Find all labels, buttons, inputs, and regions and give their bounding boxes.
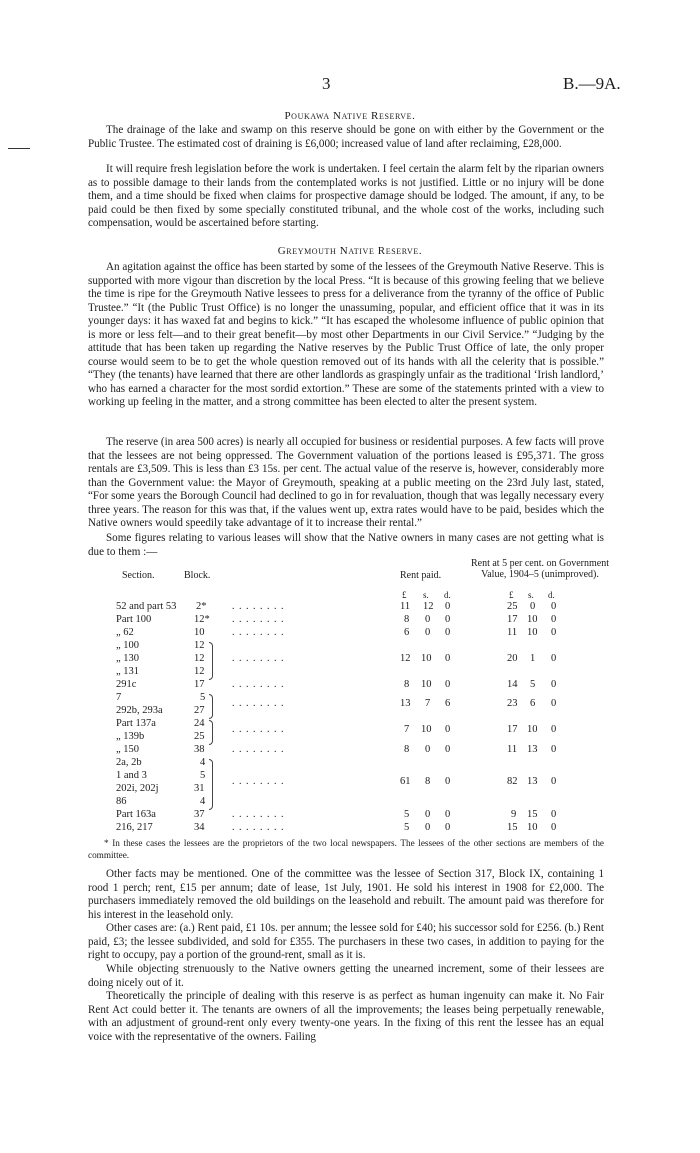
closing-paragraph-2: Other cases are: (a.) Rent paid, £1 10s. per annum; the lessee sold for £40; his successor sold for £256. (b.) Rent paid, £3; the lessee subdivided, and sold for £355. The purchasers in these two cases, in addition to paying for the right to occupy, pay a portion of the ground-rent, small as it is. (88, 922, 604, 961)
section-cell: 52 and part 53 (116, 601, 177, 612)
currency-pence: d. (444, 590, 451, 600)
grouping-brace (209, 720, 213, 745)
rent5-pence: 0 (551, 679, 557, 690)
column-header-rent-five-percent: Rent at 5 per cent. on Government Value, 1904–5 (unimproved). (470, 558, 609, 580)
block-cell: 24 (194, 718, 205, 729)
rent-shillings: 0 (425, 614, 431, 625)
closing-paragraph-3: While objecting strenuously to the Native owners getting the unearned increment, some of their lessees are doing nicely out of it. (88, 963, 604, 989)
rent-pounds: 11 (400, 601, 411, 612)
rent5-pounds: 15 (507, 822, 518, 833)
rent-shillings: 0 (425, 822, 431, 833)
section-cell: 291c (116, 679, 137, 690)
block-cell: 31 (194, 783, 205, 794)
currency-shillings: s. (528, 590, 534, 600)
block-cell: 37 (194, 809, 205, 820)
leader-dots: . . . . . . . . (232, 627, 285, 638)
rent5-pence: 0 (551, 776, 557, 787)
section-cell: „ 131 (116, 666, 140, 677)
rent5-shillings: 10 (527, 724, 538, 735)
rent-shillings: 0 (425, 627, 431, 638)
currency-pence: d. (548, 590, 555, 600)
poukawa-paragraph-1: The drainage of the lake and swamp on this reserve should be gone on with either by the Government or the Public Trustee. The estimated cost of draining is £6,000; increased value of land after reclaiming, £28,000. (88, 124, 604, 150)
leader-dots: . . . . . . . . (232, 822, 285, 833)
poukawa-paragraph-2: It will require fresh legislation before the work is undertaken. I feel certain the alarm felt by the riparian owners as to possible damage to their lands from the contemplated works is not justified. Little or no injury will be done them, and a time should be fixed when claims for prospective damage should be lodged. The amount, if any, to be paid could be then fixed by some specially constituted tribunal, and the whole cost of the works, including such compensation, would be ascertained before starting. (88, 163, 604, 229)
grouping-brace (209, 759, 213, 810)
block-cell: 27 (194, 705, 205, 716)
rent5-pounds: 23 (507, 698, 518, 709)
section-cell: „ 130 (116, 653, 140, 664)
block-cell: 2* (196, 601, 207, 612)
section-cell: Part 163a (116, 809, 156, 820)
rent-pounds: 5 (404, 809, 410, 820)
rent5-shillings: 10 (527, 614, 538, 625)
rent5-shillings: 6 (530, 698, 536, 709)
rent-pounds: 6 (404, 627, 410, 638)
leader-dots: . . . . . . . . (232, 698, 285, 709)
greymouth-paragraph-3: Some figures relating to various leases will show that the Native owners in many cases are not getting what is due to them :— (88, 532, 604, 558)
margin-mark (8, 148, 30, 149)
rent-pence: 6 (445, 698, 451, 709)
rent-pence: 0 (445, 679, 451, 690)
rent5-pounds: 9 (511, 809, 517, 820)
leader-dots: . . . . . . . . (232, 744, 285, 755)
section-cell: 202i, 202j (116, 783, 159, 794)
rent5-pounds: 82 (507, 776, 518, 787)
rent5-shillings: 5 (530, 679, 536, 690)
rent5-pounds: 14 (507, 679, 518, 690)
rent5-pounds: 11 (507, 627, 518, 638)
block-cell: 12 (194, 666, 205, 677)
leader-dots: . . . . . . . . (232, 614, 285, 625)
rent5-pence: 0 (551, 809, 557, 820)
document-reference: B.—9A. (563, 74, 621, 93)
rent5-pence: 0 (551, 724, 557, 735)
rent-pounds: 8 (404, 744, 410, 755)
block-cell: 25 (194, 731, 205, 742)
rent5-pounds: 17 (507, 614, 518, 625)
section-cell: 292b, 293a (116, 705, 163, 716)
rent5-pence: 0 (551, 698, 557, 709)
rent-pence: 0 (445, 653, 451, 664)
grouping-brace (209, 642, 213, 680)
rent-shillings: 10 (421, 679, 432, 690)
section-cell: „ 62 (116, 627, 134, 638)
column-header-section: Section. (122, 570, 155, 581)
leader-dots: . . . . . . . . (232, 809, 285, 820)
section-cell: Part 100 (116, 614, 152, 625)
rent5-pence: 0 (551, 601, 557, 612)
rent5-pence: 0 (551, 614, 557, 625)
rent-shillings: 10 (421, 653, 432, 664)
rent-pounds: 61 (400, 776, 411, 787)
block-cell: 5 (200, 692, 206, 703)
rent5-shillings: 13 (527, 776, 538, 787)
block-cell: 4 (200, 757, 206, 768)
rent-shillings: 0 (425, 809, 431, 820)
rent-shillings: 7 (425, 698, 431, 709)
rent5-pence: 0 (551, 653, 557, 664)
column-header-block: Block. (184, 570, 211, 581)
section-cell: „ 150 (116, 744, 140, 755)
rent-shillings: 0 (425, 744, 431, 755)
rent-pounds: 12 (400, 653, 411, 664)
rent-pence: 0 (445, 601, 451, 612)
rent5-shillings: 0 (530, 601, 536, 612)
leader-dots: . . . . . . . . (232, 679, 285, 690)
rent5-pence: 0 (551, 627, 557, 638)
rent-pounds: 7 (404, 724, 410, 735)
section-cell: 2a, 2b (116, 757, 142, 768)
block-cell: 17 (194, 679, 205, 690)
section-cell: 1 and 3 (116, 770, 147, 781)
grouping-brace (209, 694, 213, 719)
rent-pounds: 13 (400, 698, 411, 709)
rent-shillings: 12 (423, 601, 434, 612)
rent5-pounds: 17 (507, 724, 518, 735)
section-cell: 7 (116, 692, 122, 703)
block-cell: 10 (194, 627, 205, 638)
section-cell: 216, 217 (116, 822, 153, 833)
greymouth-heading: Greymouth Native Reserve. (277, 245, 423, 257)
block-cell: 34 (194, 822, 205, 833)
block-cell: 12 (194, 653, 205, 664)
leader-dots: . . . . . . . . (232, 601, 285, 612)
rent-pounds: 5 (404, 822, 410, 833)
table-footnote: * In these cases the lessees are the proprietors of the two local newspapers. The lessees of the other sections are members of the committee. (88, 838, 604, 860)
poukawa-heading: Poukawa Native Reserve. (284, 110, 416, 122)
closing-paragraph-1: Other facts may be mentioned. One of the committee was the lessee of Section 317, Block IX, containing 1 rood 1 perch; rent, £15 per annum; date of lease, 1st July, 1901. He sold his interest in 1908 for £2,000. The purchasers immediately removed the old buildings on the leasehold and rebuilt. The amount paid was therefore for his interest in the leasehold only. (88, 868, 604, 921)
rent-pence: 0 (445, 744, 451, 755)
rent5-pounds: 25 (507, 601, 518, 612)
currency-pounds: £ (402, 590, 407, 600)
greymouth-paragraph-2: The reserve (in area 500 acres) is nearly all occupied for business or residential purposes. A few facts will prove that the lessees are not being oppressed. The Government valuation of the portions leased is £95,371. The gross rentals are £3,509. This is less than £3 15s. per cent. The actual value of the reserve is, however, considerably more than the Government value: the Mayor of Greymouth, speaking at a public meeting on the 23rd July last, stated, “For some years the Borough Council had declined to go in for revaluation, though that was legally necessary every three years. The reason for this was that, if the values went up, extra rates would have to be paid, besides which the Native owners would speedily take advantage of it to increase their rental.” (88, 436, 604, 529)
rent-shillings: 8 (425, 776, 431, 787)
rent5-pence: 0 (551, 822, 557, 833)
currency-pounds: £ (509, 590, 514, 600)
block-cell: 5 (200, 770, 206, 781)
rent-shillings: 10 (421, 724, 432, 735)
leader-dots: . . . . . . . . (232, 724, 285, 735)
rent5-pounds: 20 (507, 653, 518, 664)
rent-pence: 0 (445, 822, 451, 833)
block-cell: 38 (194, 744, 205, 755)
column-header-rent-paid: Rent paid. (400, 570, 442, 581)
rent-pence: 0 (445, 614, 451, 625)
rent5-shillings: 13 (527, 744, 538, 755)
rent-pence: 0 (445, 776, 451, 787)
rent5-pounds: 11 (507, 744, 518, 755)
section-cell: „ 139b (116, 731, 145, 742)
rent5-pence: 0 (551, 744, 557, 755)
rent5-shillings: 1 (530, 653, 536, 664)
rent-pounds: 8 (404, 679, 410, 690)
closing-paragraph-4: Theoretically the principle of dealing with this reserve is as perfect as human ingenuity can make it. No Fair Rent Act could better it. The tenants are owners of all the improvements; the leases being perpetually renewable, with an adjustment of ground-rent only every twenty-one years. In the fixing of this rent the lessee has an equal voice with the representative of the owners. Failing (88, 990, 604, 1043)
page-number: 3 (322, 74, 331, 93)
block-cell: 4 (200, 796, 206, 807)
greymouth-paragraph-1: An agitation against the office has been started by some of the lessees of the Greymouth Native Reserve. This is supported with more vigour than discretion by the local Press. “It is because of this growing feeling that we believe the time is ripe for the Greymouth Native lessees to press for a deliverance from the tyranny of the office of Public Trustee.” “It (the Public Trust Office) is no longer the unassuming, popular, and efficient office that it was in its younger days: it has waxed fat and begins to kick.” “It has escaped the wholesome influence of public opinion that is more or less felt—and to their great benefit—by most other Departments in our Civil Service.” “Judging by the attitude that has been taken up regarding the Native reserves by the Public Trust Office of late, the only proper course would seem to be to get the whole question removed out of its hands with all the celerity that is possible.” “They (the tenants) have learned that there are other landlords as graspingly unfair as the traditional ‘Irish landlord,’ who has earned a character for the most sordid extortion.” These are some of the statements printed with a view to working up feeling in the matter, and a strong committee has been elected to alter the present system. (88, 261, 604, 408)
currency-shillings: s. (423, 590, 429, 600)
rent-pence: 0 (445, 627, 451, 638)
rent-pence: 0 (445, 809, 451, 820)
rent-pence: 0 (445, 724, 451, 735)
section-cell: Part 137a (116, 718, 156, 729)
section-cell: 86 (116, 796, 127, 807)
section-cell: „ 100 (116, 640, 140, 651)
rent5-shillings: 10 (527, 627, 538, 638)
rent5-shillings: 10 (527, 822, 538, 833)
rent-pounds: 8 (404, 614, 410, 625)
leader-dots: . . . . . . . . (232, 776, 285, 787)
rent5-shillings: 15 (527, 809, 538, 820)
block-cell: 12 (194, 640, 205, 651)
leader-dots: . . . . . . . . (232, 653, 285, 664)
block-cell: 12* (194, 614, 210, 625)
